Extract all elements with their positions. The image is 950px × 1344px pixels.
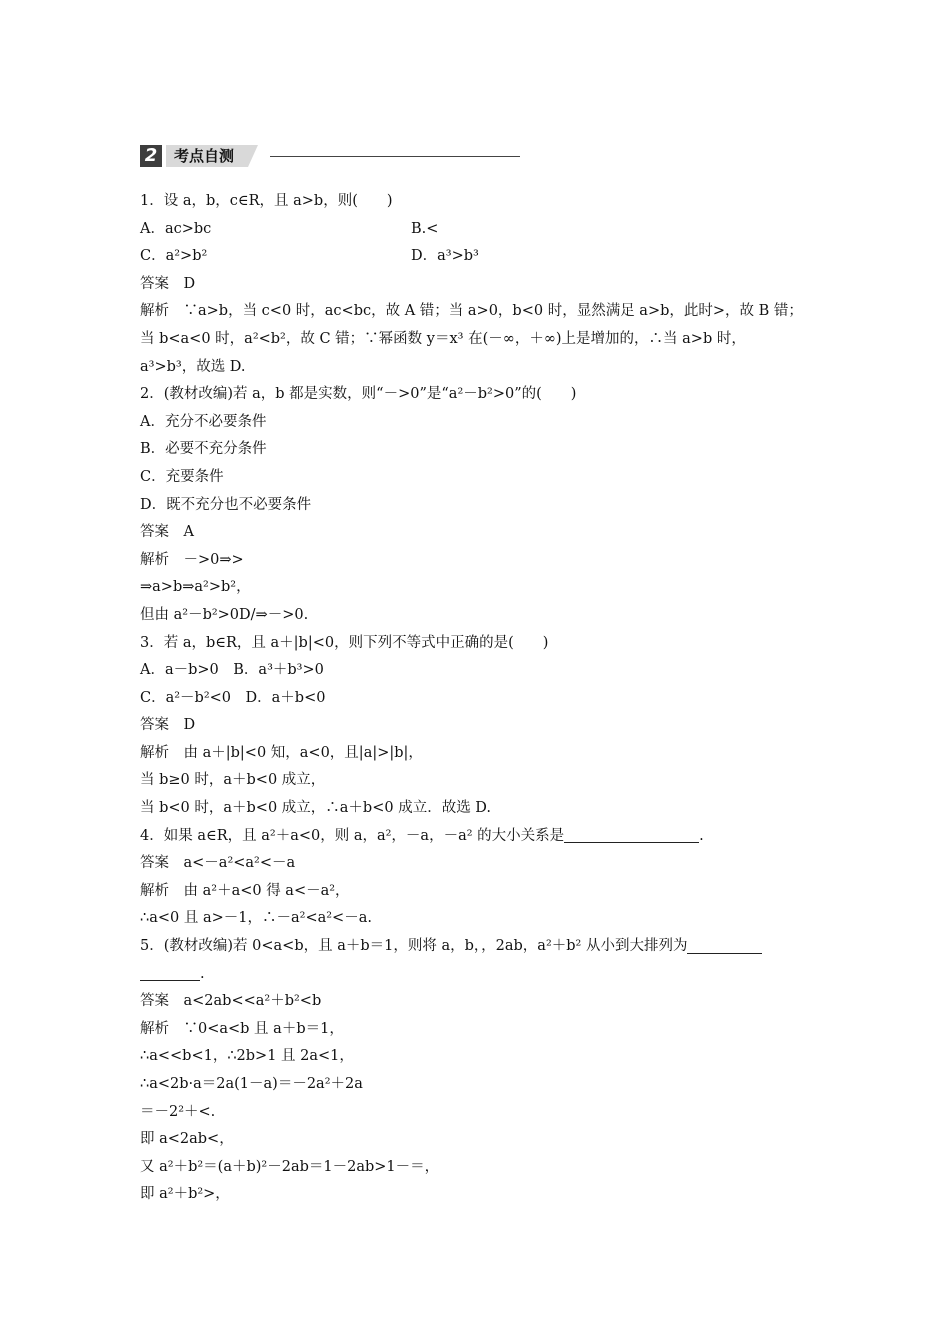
text-line: [140, 1043, 830, 1071]
line-text: 当 b<0 时，a＋b<0 成立，∴a＋b<0 成立．故选 D.: [140, 800, 492, 817]
option-right-column: D．a³>b³: [411, 248, 479, 265]
answer-blank: [140, 966, 200, 981]
text-line: [140, 547, 830, 575]
line-text: B．必要不充分条件: [140, 441, 267, 458]
text-line: [140, 767, 830, 795]
text-line: [140, 850, 830, 878]
text-line: [140, 905, 830, 933]
line-text: a³>b³，故选 D.: [140, 358, 246, 375]
line-text: 答案 a<2ab<<a²＋b²<b: [140, 993, 322, 1010]
line-text: 3．若 a，b∈R，且 a＋|b|<0，则下列不等式中正确的是( ): [140, 634, 549, 651]
text-line: [140, 657, 830, 685]
line-text: A．ac>bc: [140, 220, 212, 237]
text-line: [140, 574, 830, 602]
section-title: 考点自测: [166, 145, 248, 167]
line-text: ∴a<0 且 a>－1，∴－a²<a²<－a.: [140, 910, 372, 927]
text-line: [140, 1099, 830, 1127]
text-line: [140, 630, 830, 658]
text-line: [140, 933, 830, 961]
line-text: 解析 由 a²＋a<0 得 a<－a²，: [140, 882, 350, 899]
line-text: 解析 ∵0<a<b 且 a＋b＝1，: [140, 1020, 344, 1037]
answer-blank: [564, 828, 699, 843]
text-line: [140, 988, 830, 1016]
line-text: C．a²>b²: [140, 248, 208, 265]
line-text: 4．如果 a∈R，且 a²＋a<0，则 a，a²，－a，－a² 的大小关系是: [140, 827, 565, 844]
text-line: [140, 409, 830, 437]
text-line: [140, 1181, 830, 1209]
line-text: 又 a²＋b²＝(a＋b)²－2ab＝1－2ab>1－＝，: [140, 1158, 440, 1175]
line-text: 2．(教材改编)若 a，b 都是实数，则“－>0”是“a²－b²>0”的( ): [140, 386, 577, 403]
text-line: [140, 436, 830, 464]
line-text: 5．(教材改编)若 0<a<b，且 a＋b＝1，则将 a，b，，2ab，a²＋b² 从小到大排列为: [140, 938, 688, 955]
line-text: ∴a<2b·a＝2a(1－a)＝－2a²＋2a: [140, 1076, 363, 1092]
line-text: 答案 D: [140, 275, 196, 292]
line-text: 当 b<a<0 时，a²<b²，故 C 错；∵幂函数 y＝x³ 在(－∞，＋∞)上是增加的，∴当 a>b 时，: [140, 330, 746, 347]
section-number-badge: 2: [140, 145, 162, 167]
text-line: [140, 188, 830, 216]
text-line: [140, 795, 830, 823]
line-text: ⇒a>b⇒a²>b²，: [140, 579, 251, 596]
line-text: ＝－2²＋<.: [140, 1103, 216, 1120]
text-line: [140, 326, 830, 354]
text-line: [140, 602, 830, 630]
document-body: [140, 188, 830, 1209]
option-right-column: B.<: [411, 220, 439, 237]
line-text: 即 a<2ab<，: [140, 1131, 234, 1148]
text-line: [140, 878, 830, 906]
text-line: [140, 492, 830, 520]
text-line: [140, 298, 830, 326]
text-line: [140, 519, 830, 547]
text-line: [140, 685, 830, 713]
line-text: 但由 a²－b²>0D/⇒－>0.: [140, 606, 309, 623]
text-line: [140, 823, 830, 851]
line-suffix: .: [699, 827, 704, 844]
line-text: C．充要条件: [140, 468, 224, 485]
line-text: 即 a²＋b²>，: [140, 1186, 230, 1203]
text-line: [140, 1126, 830, 1154]
line-text: D．既不充分也不必要条件: [140, 496, 312, 513]
line-text: 解析 －>0⇒>: [140, 551, 244, 568]
answer-blank: [687, 939, 762, 954]
line-text: 解析 ∵a>b，当 c<0 时，ac<bc，故 A 错；当 a>0，b<0 时，显然满足 a>b，此时>，故 B 错；: [140, 303, 803, 320]
line-text: 答案 A: [140, 524, 194, 541]
text-line: [140, 1016, 830, 1044]
text-line: [140, 1154, 830, 1182]
line-text: A．a－b>0 B．a³＋b³>0: [140, 662, 324, 679]
text-line: [140, 740, 830, 768]
line-text: 1．设 a，b，c∈R，且 a>b，则( ): [140, 193, 393, 209]
line-text: 当 b≥0 时，a＋b<0 成立，: [140, 772, 326, 789]
text-line: [140, 216, 830, 244]
text-line: [140, 354, 830, 382]
line-text: 解析 由 a＋|b|<0 知，a<0，且|a|>|b|，: [140, 744, 423, 761]
line-text: A．充分不必要条件: [140, 413, 267, 430]
text-line: [140, 381, 830, 409]
text-line: [140, 464, 830, 492]
line-text: 答案 a<－a²<a²<－a: [140, 855, 296, 872]
text-line: [140, 271, 830, 299]
header-rule: [270, 156, 520, 157]
line-suffix: .: [200, 965, 205, 982]
text-line: [140, 712, 830, 740]
line-text: ∴a<<b<1，∴2b>1 且 2a<1，: [140, 1048, 354, 1065]
text-line: [140, 1071, 830, 1099]
line-text: C．a²－b²<0 D．a＋b<0: [140, 689, 326, 706]
text-line: [140, 243, 830, 271]
line-text: 答案 D: [140, 717, 196, 734]
text-line: [140, 961, 830, 989]
section-header: [140, 145, 520, 167]
